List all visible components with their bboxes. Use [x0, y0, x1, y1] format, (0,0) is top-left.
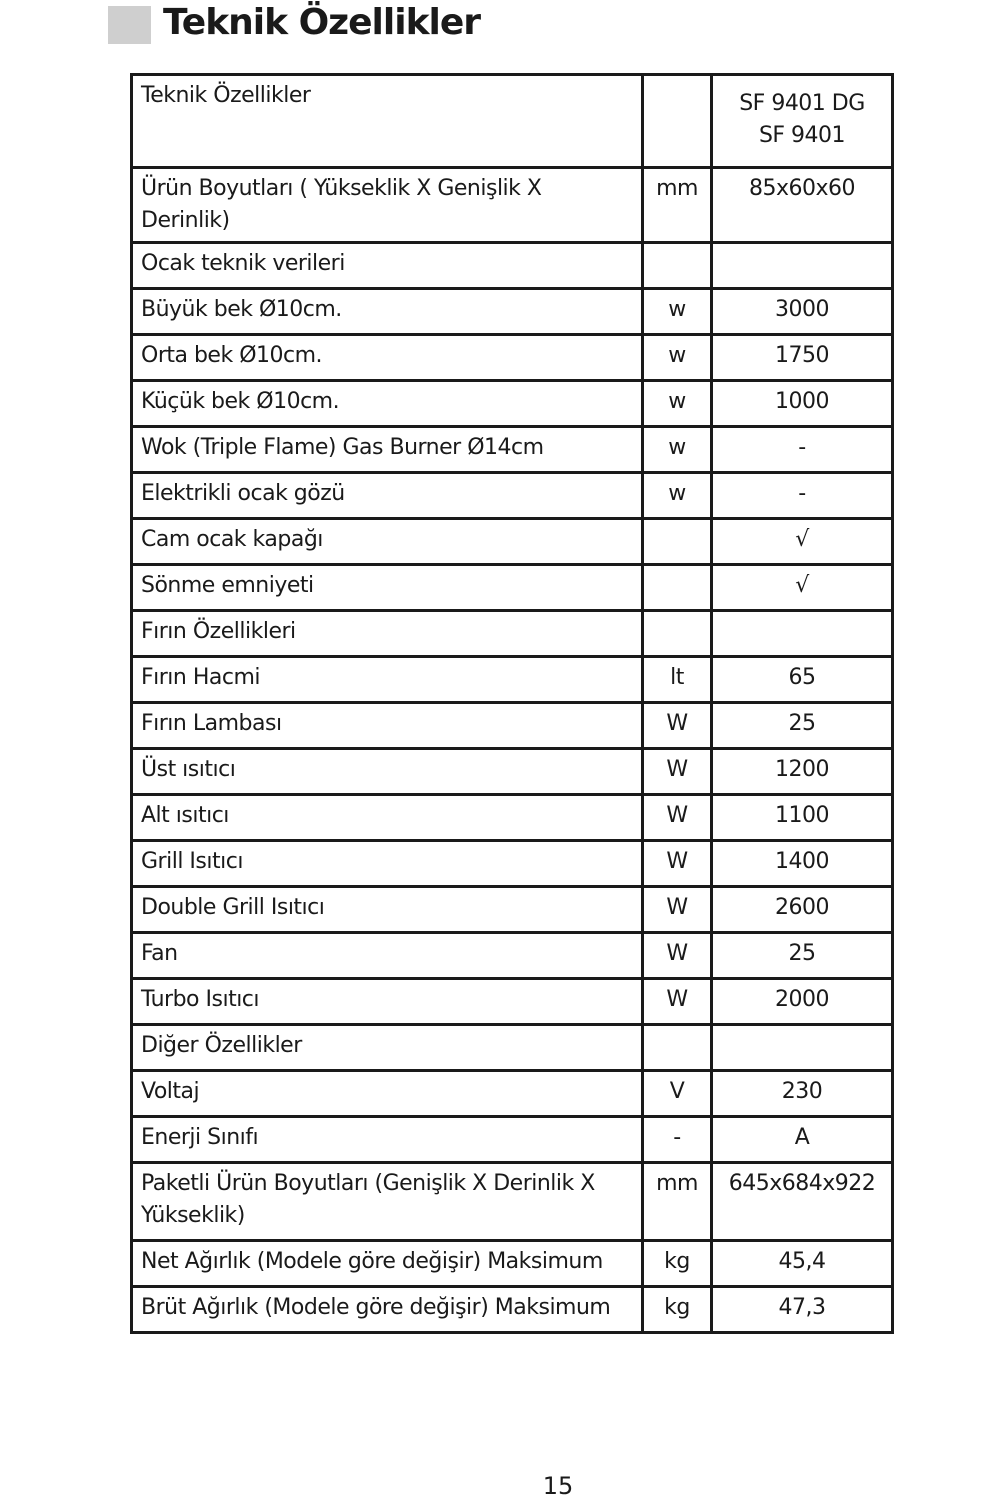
table-row	[132, 1025, 893, 1071]
spec-unit: w	[643, 335, 712, 381]
spec-label: Wok (Triple Flame) Gas Burner Ø14cm	[132, 427, 643, 473]
spec-unit: W	[643, 795, 712, 841]
spec-unit: W	[643, 933, 712, 979]
spec-value: 25	[712, 933, 893, 979]
spec-label: Grill Isıtıcı	[132, 841, 643, 887]
spec-value: -	[712, 473, 893, 519]
spec-label: Ocak teknik verileri	[132, 243, 643, 289]
spec-label: Ürün Boyutları ( Yükseklik X Genişlik X Derinlik)	[132, 168, 643, 243]
spec-value: 85x60x60	[712, 168, 893, 243]
spec-unit: lt	[643, 657, 712, 703]
spec-label: Elektrikli ocak gözü	[132, 473, 643, 519]
spec-value: -	[712, 427, 893, 473]
table-row	[132, 933, 893, 979]
table-row	[132, 243, 893, 289]
spec-unit: w	[643, 381, 712, 427]
spec-value: 25	[712, 703, 893, 749]
model-name: SF 9401	[758, 123, 846, 148]
table-row	[132, 381, 893, 427]
spec-label: Brüt Ağırlık (Modele göre değişir) Maksimum	[132, 1287, 643, 1333]
table-row	[132, 979, 893, 1025]
table-row	[132, 887, 893, 933]
table-row	[132, 1071, 893, 1117]
table-row	[132, 168, 893, 243]
table-row	[132, 473, 893, 519]
spec-value	[712, 611, 893, 657]
table-row	[132, 703, 893, 749]
spec-value: 1750	[712, 335, 893, 381]
spec-unit: -	[643, 1117, 712, 1163]
spec-unit	[643, 519, 712, 565]
spec-unit	[643, 611, 712, 657]
table-row	[132, 1287, 893, 1333]
spec-label: Fırın Lambası	[132, 703, 643, 749]
page-title: Teknik Özellikler	[163, 2, 481, 43]
spec-unit: w	[643, 289, 712, 335]
header-label: Teknik Özellikler	[132, 75, 643, 168]
spec-value: 2600	[712, 887, 893, 933]
spec-value: 645x684x922	[712, 1163, 893, 1241]
spec-value: 2000	[712, 979, 893, 1025]
spec-label: Double Grill Isıtıcı	[132, 887, 643, 933]
spec-value: 45,4	[712, 1241, 893, 1287]
spec-unit: mm	[643, 168, 712, 243]
spec-value	[712, 1025, 893, 1071]
table-header-row	[132, 75, 893, 168]
spec-label: Fırın Hacmi	[132, 657, 643, 703]
spec-label: Enerji Sınıfı	[132, 1117, 643, 1163]
spec-label: Orta bek Ø10cm.	[132, 335, 643, 381]
spec-value: 1200	[712, 749, 893, 795]
spec-label: Paketli Ürün Boyutları (Genişlik X Derinlik X Yükseklik)	[132, 1163, 643, 1241]
table-row	[132, 289, 893, 335]
spec-unit	[643, 1025, 712, 1071]
spec-unit: W	[643, 841, 712, 887]
spec-unit: w	[643, 473, 712, 519]
spec-label: Sönme emniyeti	[132, 565, 643, 611]
spec-unit: kg	[643, 1287, 712, 1333]
page-number: 15	[542, 1472, 574, 1500]
spec-value: √	[712, 565, 893, 611]
spec-label: Alt ısıtıcı	[132, 795, 643, 841]
spec-label: Net Ağırlık (Modele göre değişir) Maksimum	[132, 1241, 643, 1287]
spec-label: Voltaj	[132, 1071, 643, 1117]
spec-label: Cam ocak kapağı	[132, 519, 643, 565]
table-row	[132, 841, 893, 887]
table-row	[132, 1241, 893, 1287]
title-marker-block	[108, 6, 151, 44]
spec-value	[712, 243, 893, 289]
spec-unit: W	[643, 887, 712, 933]
spec-label: Üst ısıtıcı	[132, 749, 643, 795]
spec-label: Fan	[132, 933, 643, 979]
spec-unit: V	[643, 1071, 712, 1117]
header-unit	[643, 75, 712, 168]
spec-label: Fırın Özellikleri	[132, 611, 643, 657]
spec-table	[130, 73, 894, 1334]
spec-value: 65	[712, 657, 893, 703]
spec-value: 1100	[712, 795, 893, 841]
spec-value: 230	[712, 1071, 893, 1117]
spec-value: 47,3	[712, 1287, 893, 1333]
spec-value: A	[712, 1117, 893, 1163]
spec-unit	[643, 243, 712, 289]
table-row	[132, 749, 893, 795]
spec-unit	[643, 565, 712, 611]
spec-unit: w	[643, 427, 712, 473]
header-models	[712, 75, 893, 168]
spec-label: Turbo Isıtıcı	[132, 979, 643, 1025]
table-row	[132, 795, 893, 841]
spec-value: √	[712, 519, 893, 565]
spec-unit: W	[643, 703, 712, 749]
spec-unit: mm	[643, 1163, 712, 1241]
table-row	[132, 657, 893, 703]
spec-value: 3000	[712, 289, 893, 335]
spec-unit: kg	[643, 1241, 712, 1287]
spec-label: Diğer Özellikler	[132, 1025, 643, 1071]
model-name: SF 9401 DG	[739, 91, 865, 116]
table-row	[132, 1117, 893, 1163]
table-row	[132, 1163, 893, 1241]
spec-value: 1400	[712, 841, 893, 887]
table-row	[132, 335, 893, 381]
table-row	[132, 611, 893, 657]
table-row	[132, 427, 893, 473]
spec-unit: W	[643, 979, 712, 1025]
table-row	[132, 565, 893, 611]
spec-unit: W	[643, 749, 712, 795]
spec-label: Büyük bek Ø10cm.	[132, 289, 643, 335]
spec-value: 1000	[712, 381, 893, 427]
table-row	[132, 519, 893, 565]
spec-label: Küçük bek Ø10cm.	[132, 381, 643, 427]
